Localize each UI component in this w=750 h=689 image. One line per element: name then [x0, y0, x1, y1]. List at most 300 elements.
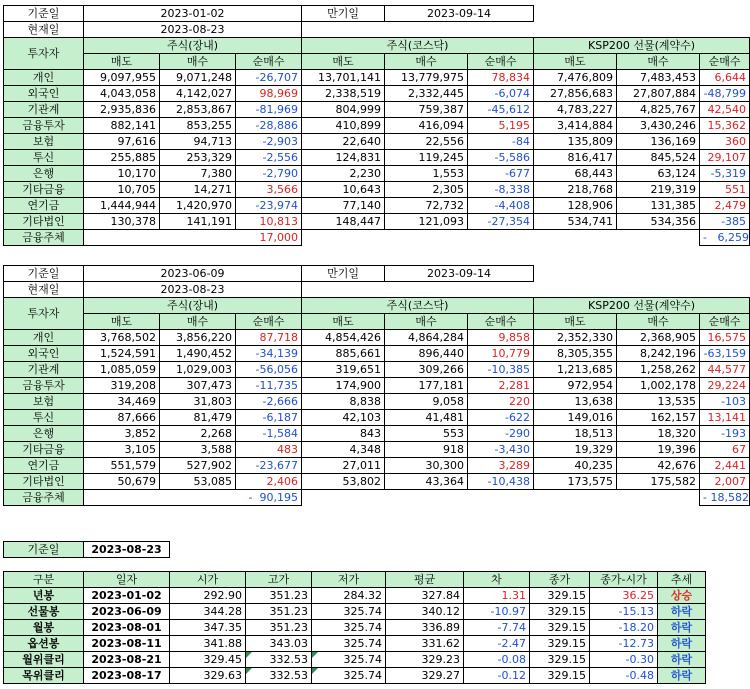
net-value: -8,338: [468, 182, 534, 198]
value-cell: -7.74: [464, 620, 530, 636]
value-cell: 2023-06-09: [84, 604, 170, 620]
value-cell: 4,783,227: [534, 102, 617, 118]
value-cell: 10,705: [84, 182, 160, 198]
value-cell: 2023-01-02: [84, 588, 170, 604]
value-cell: 527,902: [160, 458, 236, 474]
investor-name: 은행: [4, 426, 84, 442]
value-cell: 53,085: [160, 474, 236, 490]
value-cell: 3,588: [160, 442, 236, 458]
value-cell: 124,831: [302, 150, 385, 166]
net-value: 78,834: [468, 70, 534, 86]
net-value: -622: [468, 410, 534, 426]
current-date: 2023-08-23: [84, 282, 302, 298]
value-cell: 331.62: [386, 636, 464, 652]
value-cell: 87,666: [84, 410, 160, 426]
net-value: 6,644: [700, 70, 750, 86]
trend-cell: 상승: [658, 588, 706, 604]
value-cell: 319,208: [84, 378, 160, 394]
value-cell: 175,582: [617, 474, 700, 490]
flow-table-1: [3, 5, 750, 246]
expiry-date: 2023-09-14: [385, 6, 534, 22]
value-cell: 896,440: [385, 346, 468, 362]
net-value: -2,903: [236, 134, 302, 150]
value-cell: -0.12: [464, 668, 530, 684]
base-date: 2023-08-23: [84, 542, 170, 558]
value-cell: 329.15: [530, 620, 590, 636]
value-cell: 27,807,884: [617, 86, 700, 102]
sub-header: 매도: [302, 314, 385, 330]
net-value: 2,479: [700, 198, 750, 214]
current-date: 2023-08-23: [84, 22, 302, 38]
value-cell: 2,352,330: [534, 330, 617, 346]
sub-header: 매도: [84, 54, 160, 70]
candle-type: 월봉: [4, 620, 84, 636]
value-cell: 148,447: [302, 214, 385, 230]
value-cell: -12.73: [590, 636, 658, 652]
table-row: [4, 474, 750, 490]
value-cell: 329.15: [530, 668, 590, 684]
value-cell: 325.74: [312, 604, 386, 620]
value-cell: 885,661: [302, 346, 385, 362]
value-cell: 253,329: [160, 150, 236, 166]
expiry-label: 만기일: [302, 6, 385, 22]
value-cell: 307,473: [160, 378, 236, 394]
value-cell: 1,029,003: [160, 362, 236, 378]
value-cell: 218,768: [534, 182, 617, 198]
net-value: -290: [468, 426, 534, 442]
net-value: -3,430: [468, 442, 534, 458]
group-header: 주식(코스닥): [302, 38, 534, 54]
table-row: [4, 346, 750, 362]
value-cell: 1,490,452: [160, 346, 236, 362]
value-cell: 72,732: [385, 198, 468, 214]
net-value: -5,319: [700, 166, 750, 182]
investor-name: 연기금: [4, 198, 84, 214]
net-value: -63,159: [700, 346, 750, 362]
value-cell: 121,093: [385, 214, 468, 230]
column-header: 시가: [170, 572, 246, 588]
flow-table-2: [3, 265, 750, 506]
net-value: 220: [468, 394, 534, 410]
net-value: 483: [236, 442, 302, 458]
net-value: -26,707: [236, 70, 302, 86]
sub-header: 매도: [302, 54, 385, 70]
investor-name: 기타금융: [4, 442, 84, 458]
expiry-label: 만기일: [302, 266, 385, 282]
value-cell: 410,899: [302, 118, 385, 134]
value-cell: 13,638: [534, 394, 617, 410]
value-cell: 534,356: [617, 214, 700, 230]
value-cell: 3,105: [84, 442, 160, 458]
value-cell: 31,803: [160, 394, 236, 410]
net-value: -385: [700, 214, 750, 230]
value-cell: 329.15: [530, 652, 590, 668]
investor-name: 금융투자: [4, 118, 84, 134]
sub-header: 매도: [534, 314, 617, 330]
value-cell: 97,616: [84, 134, 160, 150]
value-cell: 174,900: [302, 378, 385, 394]
net-value: 67: [700, 442, 750, 458]
value-cell: 319,651: [302, 362, 385, 378]
value-cell: 3,856,220: [160, 330, 236, 346]
value-cell: 2,338,519: [302, 86, 385, 102]
net-value: -11,735: [236, 378, 302, 394]
candle-type: 월위클리: [4, 652, 84, 668]
column-header: 고가: [246, 572, 312, 588]
value-cell: 2,853,867: [160, 102, 236, 118]
base-date: 2023-06-09: [84, 266, 302, 282]
net-value: 16,575: [700, 330, 750, 346]
net-value: 551: [700, 182, 750, 198]
net-value: 2,406: [236, 474, 302, 490]
column-header: 일자: [84, 572, 170, 588]
column-header: 저가: [312, 572, 386, 588]
value-cell: 534,741: [534, 214, 617, 230]
value-cell: 845,524: [617, 150, 700, 166]
sub-header: 매수: [617, 54, 700, 70]
net-value: -2,790: [236, 166, 302, 182]
value-cell: 136,169: [617, 134, 700, 150]
value-cell: 77,140: [302, 198, 385, 214]
value-cell: 329.15: [530, 588, 590, 604]
value-cell: 325.74: [312, 620, 386, 636]
investor-name: 개인: [4, 70, 84, 86]
group-header: KSP200 선물(계약수): [534, 298, 750, 314]
value-cell: 329.63: [170, 668, 246, 684]
value-cell: 4,864,284: [385, 330, 468, 346]
value-cell: 4,142,027: [160, 86, 236, 102]
value-cell: 1.31: [464, 588, 530, 604]
value-cell: 351.23: [246, 588, 312, 604]
value-cell: 284.32: [312, 588, 386, 604]
table-row: [4, 426, 750, 442]
value-cell: 325.74: [312, 652, 386, 668]
value-cell: 162,157: [617, 410, 700, 426]
value-cell: 918: [385, 442, 468, 458]
value-cell: 42,676: [617, 458, 700, 474]
investor-name: 보험: [4, 394, 84, 410]
value-cell: -0.30: [590, 652, 658, 668]
sub-header: 순매수: [700, 314, 750, 330]
investor-name: 투신: [4, 410, 84, 426]
investor-name: 기관계: [4, 102, 84, 118]
investor-header: 투자자: [4, 298, 84, 330]
value-cell: 8,242,196: [617, 346, 700, 362]
value-cell: 128,906: [534, 198, 617, 214]
value-cell: 41,481: [385, 410, 468, 426]
net-value: -193: [700, 426, 750, 442]
value-cell: 344.28: [170, 604, 246, 620]
table-row: [4, 330, 750, 346]
net-value: 3,566: [236, 182, 302, 198]
value-cell: 68,443: [534, 166, 617, 182]
value-cell: 343.03: [246, 636, 312, 652]
trend-cell: 하락: [658, 636, 706, 652]
value-cell: 9,058: [385, 394, 468, 410]
candle-type: 목위클리: [4, 668, 84, 684]
value-cell: 759,387: [385, 102, 468, 118]
value-cell: 1,420,970: [160, 198, 236, 214]
investor-name: 기타법인: [4, 214, 84, 230]
value-cell: 135,809: [534, 134, 617, 150]
investor-name: 기타법인: [4, 474, 84, 490]
value-cell: 4,348: [302, 442, 385, 458]
table-row: [4, 636, 706, 652]
value-cell: 94,713: [160, 134, 236, 150]
value-cell: 10,643: [302, 182, 385, 198]
net-value: 13,141: [700, 410, 750, 426]
base-date-label: 기준일: [4, 6, 84, 22]
sub-header: 매도: [84, 314, 160, 330]
investor-name: 은행: [4, 166, 84, 182]
investor-name: 개인: [4, 330, 84, 346]
total-stock: - 90,195: [236, 490, 302, 506]
net-value: -5,586: [468, 150, 534, 166]
column-header: 종가: [530, 572, 590, 588]
value-cell: -18.20: [590, 620, 658, 636]
value-cell: 8,305,355: [534, 346, 617, 362]
value-cell: 351.23: [246, 620, 312, 636]
value-cell: 13,701,141: [302, 70, 385, 86]
net-value: -27,354: [468, 214, 534, 230]
value-cell: 9,097,955: [84, 70, 160, 86]
net-value: 29,224: [700, 378, 750, 394]
value-cell: 882,141: [84, 118, 160, 134]
value-cell: 13,535: [617, 394, 700, 410]
value-cell: 9,071,248: [160, 70, 236, 86]
net-value: 3,289: [468, 458, 534, 474]
value-cell: 42,103: [302, 410, 385, 426]
value-cell: 130,378: [84, 214, 160, 230]
value-cell: 2,332,445: [385, 86, 468, 102]
net-value: 9,858: [468, 330, 534, 346]
value-cell: 336.89: [386, 620, 464, 636]
column-header: 구분: [4, 572, 84, 588]
investor-name: 외국인: [4, 346, 84, 362]
value-cell: 325.74: [312, 636, 386, 652]
net-value: -2,666: [236, 394, 302, 410]
total-futures: - 6,259: [700, 230, 750, 246]
value-cell: 325.74: [312, 668, 386, 684]
value-cell: 2,368,905: [617, 330, 700, 346]
value-cell: 2,268: [160, 426, 236, 442]
table-row: [4, 362, 750, 378]
value-cell: 2023-08-17: [84, 668, 170, 684]
value-cell: 309,266: [385, 362, 468, 378]
investor-header: 투자자: [4, 38, 84, 70]
value-cell: 7,380: [160, 166, 236, 182]
net-value: 2,441: [700, 458, 750, 474]
table-row: [4, 652, 706, 668]
value-cell: 292.90: [170, 588, 246, 604]
total-stock: 17,000: [236, 230, 302, 246]
value-cell: 1,258,262: [617, 362, 700, 378]
value-cell: 416,094: [385, 118, 468, 134]
sub-header: 매수: [160, 54, 236, 70]
value-cell: 329.23: [386, 652, 464, 668]
value-cell: 2,230: [302, 166, 385, 182]
table-row: [4, 442, 750, 458]
current-date-label: 현재일: [4, 282, 84, 298]
value-cell: 341.88: [170, 636, 246, 652]
value-cell: 27,856,683: [534, 86, 617, 102]
investor-name: 금융투자: [4, 378, 84, 394]
net-value: 2,281: [468, 378, 534, 394]
value-cell: -15.13: [590, 604, 658, 620]
base-date-label: 기준일: [4, 542, 84, 558]
value-cell: 18,320: [617, 426, 700, 442]
value-cell: 553: [385, 426, 468, 442]
net-value: -2,556: [236, 150, 302, 166]
value-cell: 1,085,059: [84, 362, 160, 378]
table-row: [4, 134, 750, 150]
investor-name: 기관계: [4, 362, 84, 378]
value-cell: 3,852: [84, 426, 160, 442]
sub-header: 매도: [534, 54, 617, 70]
investor-name: 기타금융: [4, 182, 84, 198]
investor-name: 보험: [4, 134, 84, 150]
value-cell: 3,768,502: [84, 330, 160, 346]
sub-header: 매수: [160, 314, 236, 330]
value-cell: -10.97: [464, 604, 530, 620]
trend-cell: 하락: [658, 668, 706, 684]
value-cell: 4,825,767: [617, 102, 700, 118]
column-header: 평균: [386, 572, 464, 588]
sub-header: 매수: [617, 314, 700, 330]
total-futures: - 18,582: [700, 490, 750, 506]
value-cell: 816,417: [534, 150, 617, 166]
value-cell: 177,181: [385, 378, 468, 394]
net-value: 5,195: [468, 118, 534, 134]
net-value: -23,677: [236, 458, 302, 474]
table-row: [4, 394, 750, 410]
table-row: [4, 588, 706, 604]
net-value: -6,074: [468, 86, 534, 102]
summary-date-table: [3, 541, 170, 558]
value-cell: 50,679: [84, 474, 160, 490]
value-cell: 19,396: [617, 442, 700, 458]
investor-name: 외국인: [4, 86, 84, 102]
value-cell: 327.84: [386, 588, 464, 604]
value-cell: 329.27: [386, 668, 464, 684]
value-cell: -0.08: [464, 652, 530, 668]
candle-type: 선물봉: [4, 604, 84, 620]
sub-header: 순매수: [236, 314, 302, 330]
table-row: [4, 668, 706, 684]
value-cell: 13,779,975: [385, 70, 468, 86]
value-cell: 332.53: [246, 652, 312, 668]
value-cell: 141,191: [160, 214, 236, 230]
net-value: 2,007: [700, 474, 750, 490]
value-cell: 27,011: [302, 458, 385, 474]
value-cell: 843: [302, 426, 385, 442]
net-value: -677: [468, 166, 534, 182]
value-cell: 2,935,836: [84, 102, 160, 118]
current-date-label: 현재일: [4, 22, 84, 38]
value-cell: 332.53: [246, 668, 312, 684]
investor-name: 연기금: [4, 458, 84, 474]
value-cell: 53,802: [302, 474, 385, 490]
table-row: [4, 214, 750, 230]
net-value: 360: [700, 134, 750, 150]
value-cell: 18,513: [534, 426, 617, 442]
table-row: [4, 86, 750, 102]
net-value: 87,718: [236, 330, 302, 346]
value-cell: 30,300: [385, 458, 468, 474]
group-header: 주식(장내): [84, 38, 302, 54]
value-cell: 329.15: [530, 636, 590, 652]
table-row: [4, 458, 750, 474]
value-cell: 804,999: [302, 102, 385, 118]
value-cell: 7,476,809: [534, 70, 617, 86]
net-value: -4,408: [468, 198, 534, 214]
value-cell: 10,170: [84, 166, 160, 182]
value-cell: 2,305: [385, 182, 468, 198]
value-cell: 1,002,178: [617, 378, 700, 394]
table-row: [4, 604, 706, 620]
value-cell: 329.15: [530, 604, 590, 620]
net-value: -6,187: [236, 410, 302, 426]
value-cell: 22,640: [302, 134, 385, 150]
value-cell: 131,385: [617, 198, 700, 214]
value-cell: 34,469: [84, 394, 160, 410]
value-cell: 2023-08-01: [84, 620, 170, 636]
table-row: [4, 166, 750, 182]
net-value: -81,969: [236, 102, 302, 118]
table-row: [4, 102, 750, 118]
value-cell: 340.12: [386, 604, 464, 620]
group-header: 주식(코스닥): [302, 298, 534, 314]
value-cell: 173,575: [534, 474, 617, 490]
value-cell: 351.23: [246, 604, 312, 620]
value-cell: 22,556: [385, 134, 468, 150]
total-label: 금융주체: [4, 230, 84, 246]
value-cell: 149,016: [534, 410, 617, 426]
candle-type: 옵션봉: [4, 636, 84, 652]
value-cell: 7,483,453: [617, 70, 700, 86]
value-cell: 1,444,944: [84, 198, 160, 214]
value-cell: 4,043,058: [84, 86, 160, 102]
table-row: [4, 150, 750, 166]
value-cell: 119,245: [385, 150, 468, 166]
group-header: 주식(장내): [84, 298, 302, 314]
value-cell: -2.47: [464, 636, 530, 652]
value-cell: 4,854,426: [302, 330, 385, 346]
sub-header: 매수: [385, 314, 468, 330]
trend-cell: 하락: [658, 620, 706, 636]
value-cell: 14,271: [160, 182, 236, 198]
candle-summary-table: [3, 571, 706, 684]
sub-header: 순매수: [468, 314, 534, 330]
value-cell: 1,213,685: [534, 362, 617, 378]
net-value: 15,362: [700, 118, 750, 134]
value-cell: 2023-08-21: [84, 652, 170, 668]
trend-cell: 하락: [658, 652, 706, 668]
candle-type: 년봉: [4, 588, 84, 604]
value-cell: 40,235: [534, 458, 617, 474]
table-row: [4, 70, 750, 86]
sub-header: 순매수: [700, 54, 750, 70]
value-cell: 329.45: [170, 652, 246, 668]
table-row: [4, 182, 750, 198]
net-value: 29,107: [700, 150, 750, 166]
value-cell: 43,364: [385, 474, 468, 490]
net-value: 44,577: [700, 362, 750, 378]
table-row: [4, 378, 750, 394]
net-value: 42,540: [700, 102, 750, 118]
sub-header: 순매수: [236, 54, 302, 70]
net-value: -103: [700, 394, 750, 410]
